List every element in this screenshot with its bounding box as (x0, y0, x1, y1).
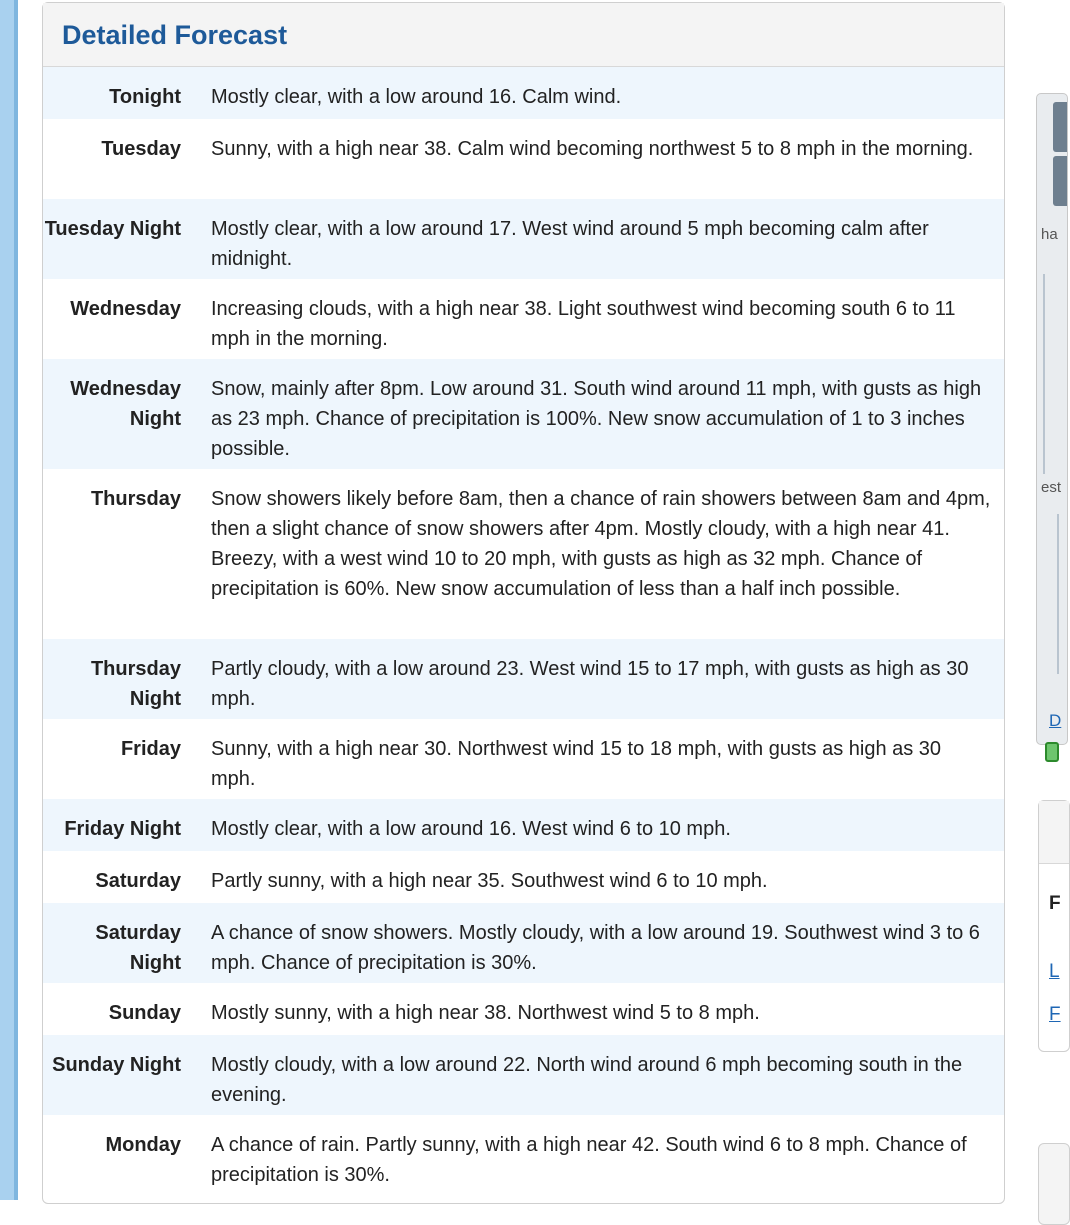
forecast-text: Mostly clear, with a low around 16. Calm wind. (211, 86, 622, 108)
forecast-row (43, 983, 1004, 1035)
side-panel-heading (1039, 801, 1069, 864)
forecast-row (43, 719, 1004, 799)
map-road (1057, 514, 1059, 674)
forecast-period: Monday (105, 1134, 181, 1156)
forecast-period: Sunday Night (52, 1054, 181, 1076)
forecast-period: Thursday Night (90, 658, 181, 710)
forecast-period: Thursday (90, 488, 181, 510)
side-panel-link[interactable]: L (1049, 961, 1060, 982)
forecast-period: Wednesday Night (70, 378, 181, 430)
map-road (1043, 274, 1045, 474)
side-panel-bottom (1038, 1143, 1070, 1225)
side-panel-label: F (1049, 893, 1061, 914)
forecast-row (43, 799, 1004, 851)
detailed-forecast-panel (42, 2, 1005, 1204)
forecast-row (43, 359, 1004, 469)
forecast-text: Mostly clear, with a low around 16. West wind 6 to 10 mph. (211, 818, 731, 840)
map-legend-swatch (1045, 742, 1059, 762)
map-zoom-out-button[interactable] (1053, 156, 1067, 206)
forecast-text: Sunny, with a high near 38. Calm wind becoming northwest 5 to 8 mph in the morning. (211, 138, 974, 160)
forecast-text: Partly cloudy, with a low around 23. West wind 15 to 17 mph, with gusts as high as 30 mph. (211, 658, 969, 710)
forecast-period: Friday Night (64, 818, 181, 840)
side-panel (1038, 800, 1070, 1052)
left-strip-edge (14, 0, 18, 1200)
forecast-text: Snow, mainly after 8pm. Low around 31. South wind around 11 mph, with gusts as high as 23 mph. Chance of precipitation is 100%. New snow accumulation of 1 to 3 inches possible. (211, 378, 982, 460)
forecast-row (43, 903, 1004, 983)
forecast-period: Saturday (95, 870, 181, 892)
forecast-period: Friday (120, 738, 181, 760)
map-zoom-in-button[interactable] (1053, 102, 1067, 152)
forecast-period: Wednesday (70, 298, 181, 320)
forecast-text: Mostly sunny, with a high near 38. Northwest wind 5 to 8 mph. (211, 1002, 760, 1024)
forecast-text: A chance of snow showers. Mostly cloudy, with a low around 19. Southwest wind 3 to 6 mph. Chance of precipitation is 30%. (211, 922, 980, 974)
panel-title: Detailed Forecast (62, 20, 288, 50)
forecast-text: Partly sunny, with a high near 35. Southwest wind 6 to 10 mph. (211, 870, 768, 892)
map-place-label: ha (1041, 226, 1058, 243)
forecast-row (43, 639, 1004, 719)
map-place-label: est (1041, 479, 1062, 496)
forecast-row (43, 279, 1004, 359)
forecast-text: Mostly clear, with a low around 17. West wind around 5 mph becoming calm after midnight. (211, 218, 929, 270)
forecast-period: Tuesday (101, 138, 181, 160)
forecast-map[interactable] (1036, 93, 1068, 745)
forecast-list (43, 67, 1004, 1195)
forecast-text: Snow showers likely before 8am, then a chance of rain showers between 8am and 4pm, then a slight chance of snow showers after 4pm. Mostly cloudy, with a high near 41. Breezy, with a west wind 10 to 20 mph, with gusts as high as 32 mph. Chance of precipitation is 60%. New snow accumulation of less than a half inch possible. (211, 488, 991, 600)
map-link[interactable]: D (1049, 711, 1062, 730)
forecast-text: Sunny, with a high near 30. Northwest wind 15 to 18 mph, with gusts as high as 30 mph. (211, 738, 942, 790)
forecast-text: Increasing clouds, with a high near 38. Light southwest wind becoming south 6 to 11 mph in the morning. (211, 298, 956, 350)
forecast-row (43, 199, 1004, 279)
forecast-text: Mostly cloudy, with a low around 22. North wind around 6 mph becoming south in the evening. (211, 1054, 963, 1106)
forecast-period: Saturday Night (95, 922, 181, 974)
forecast-row (43, 67, 1004, 119)
forecast-text: A chance of rain. Partly sunny, with a high near 42. South wind 6 to 8 mph. Chance of precipitation is 30%. (211, 1134, 967, 1186)
forecast-row (43, 1115, 1004, 1195)
forecast-row (43, 1035, 1004, 1115)
forecast-period: Tonight (109, 86, 181, 108)
forecast-period: Sunday (108, 1002, 181, 1024)
forecast-row (43, 469, 1004, 639)
side-panel-link[interactable]: F (1049, 1004, 1061, 1025)
forecast-period: Tuesday Night (44, 218, 181, 240)
forecast-row (43, 851, 1004, 903)
panel-heading (43, 3, 1004, 67)
forecast-row (43, 119, 1004, 199)
